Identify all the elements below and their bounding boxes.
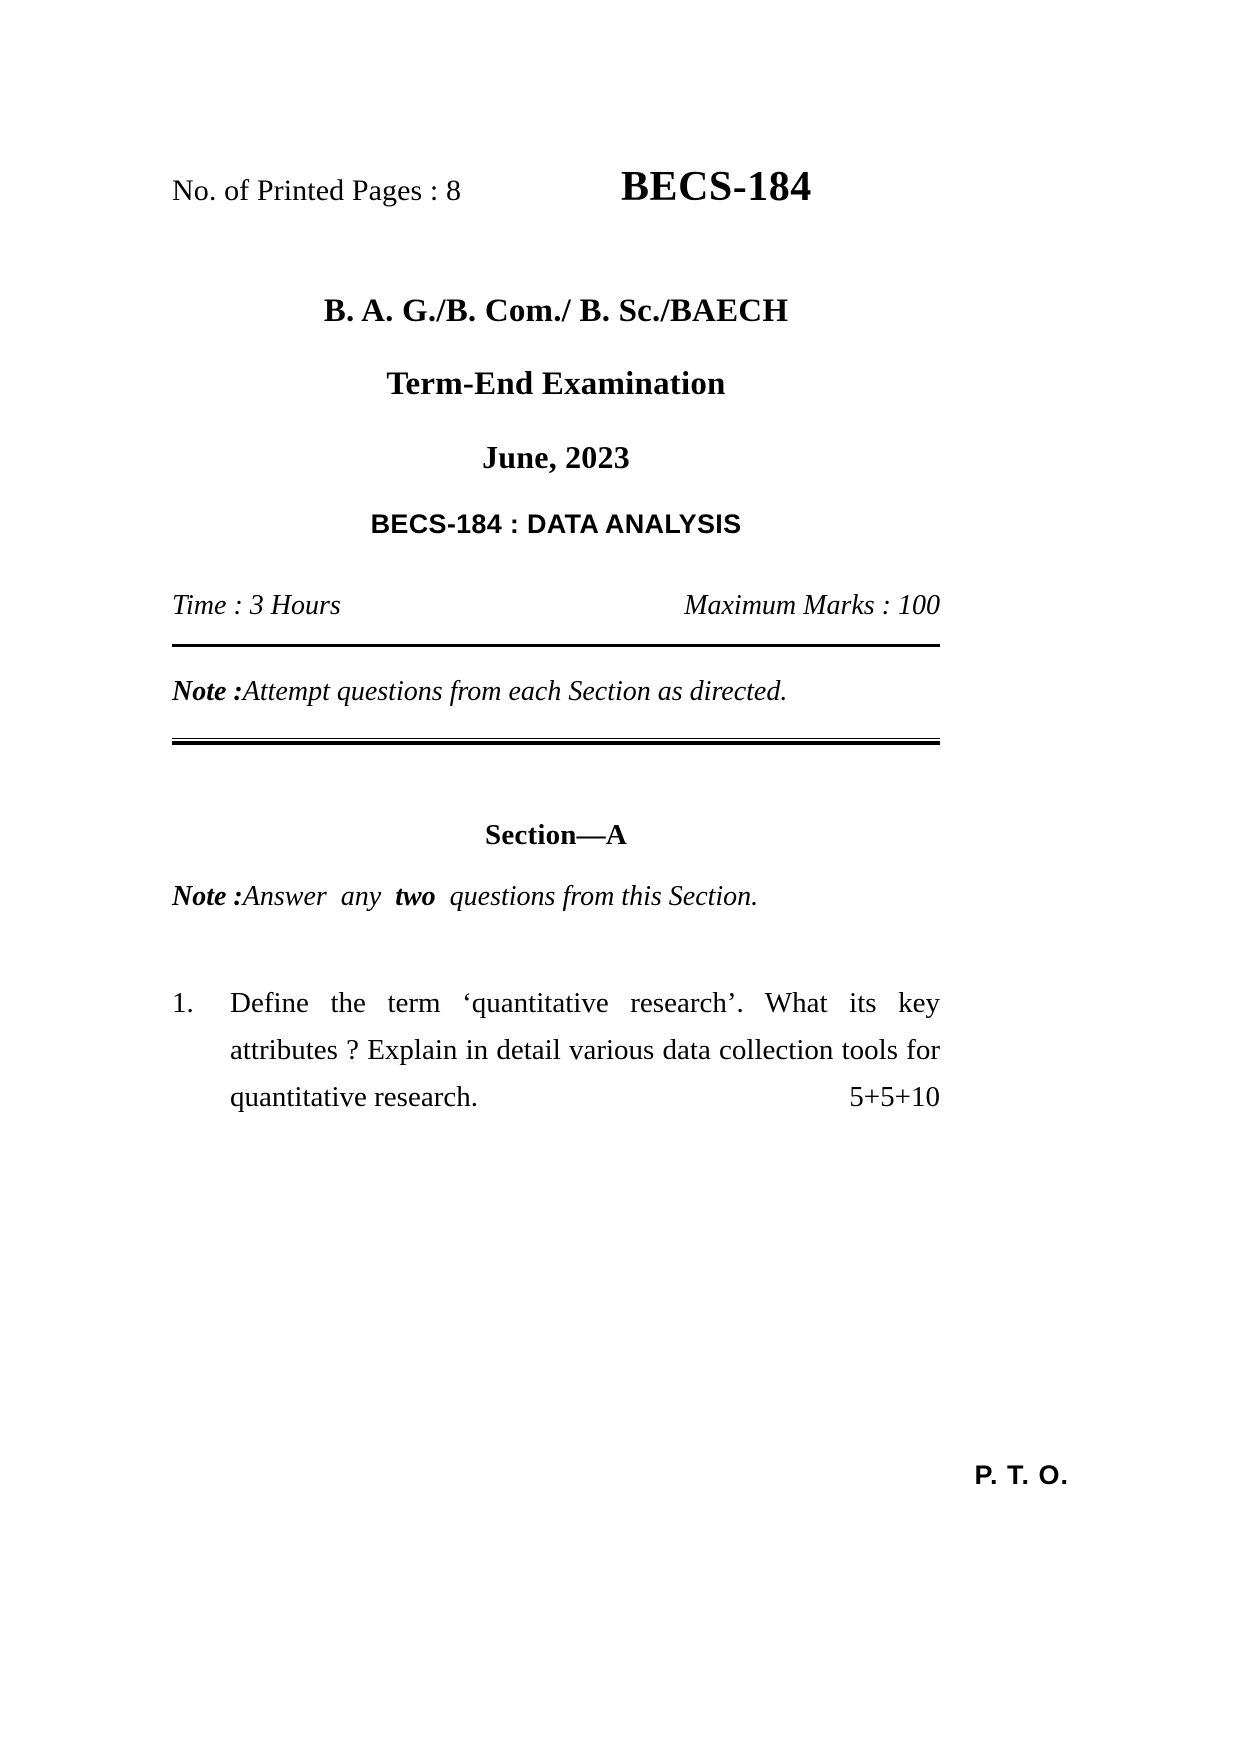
page-header — [172, 163, 940, 215]
divider-rule-double — [172, 738, 940, 745]
printed-pages-label: No. of Printed Pages : 8 — [172, 174, 462, 207]
exam-duration: Time : 3 Hours — [172, 590, 341, 621]
divider-thick-line — [172, 741, 940, 745]
divider-rule-top — [172, 644, 940, 647]
question-marks: 5+5+10 — [849, 1080, 940, 1113]
exam-title-block — [172, 295, 940, 538]
section-a-heading: Section—A — [485, 819, 627, 852]
section-a-note-after: questions from this Section. — [449, 881, 759, 913]
general-note-label: Note : — [172, 676, 243, 707]
question-text: Define the term ‘quantitative research’. What its key attributes ? Explain in detail various data collection tools for quantitative research. — [230, 986, 940, 1113]
question-item — [172, 980, 940, 1121]
section-a-note-label: Note : — [172, 881, 243, 913]
paper-code-label: BECS-184 — [621, 164, 812, 210]
exam-info-row — [172, 590, 940, 622]
section-a-note — [172, 876, 940, 917]
programme-title: B. A. G./B. Com./ B. Sc./BAECH — [323, 293, 789, 329]
section-a-note-text — [243, 876, 940, 917]
general-note-text: Attempt questions from each Section as directed. — [242, 676, 788, 707]
question-body — [230, 980, 940, 1121]
section-a-note-any: any — [340, 881, 382, 913]
maximum-marks: Maximum Marks : 100 — [684, 590, 940, 621]
section-a-note-emphasis: two — [395, 881, 436, 913]
section-a-note-before: Answer — [242, 881, 327, 913]
subject-title: BECS-184 : DATA ANALYSIS — [370, 509, 742, 539]
page-content — [172, 0, 940, 1121]
session-title: June, 2023 — [482, 439, 630, 475]
examination-title: Term-End Examination — [386, 366, 726, 402]
general-note — [172, 671, 940, 712]
question-number: 1. — [172, 986, 194, 1019]
page-turn-over-label: P. T. O. — [974, 1460, 1069, 1490]
